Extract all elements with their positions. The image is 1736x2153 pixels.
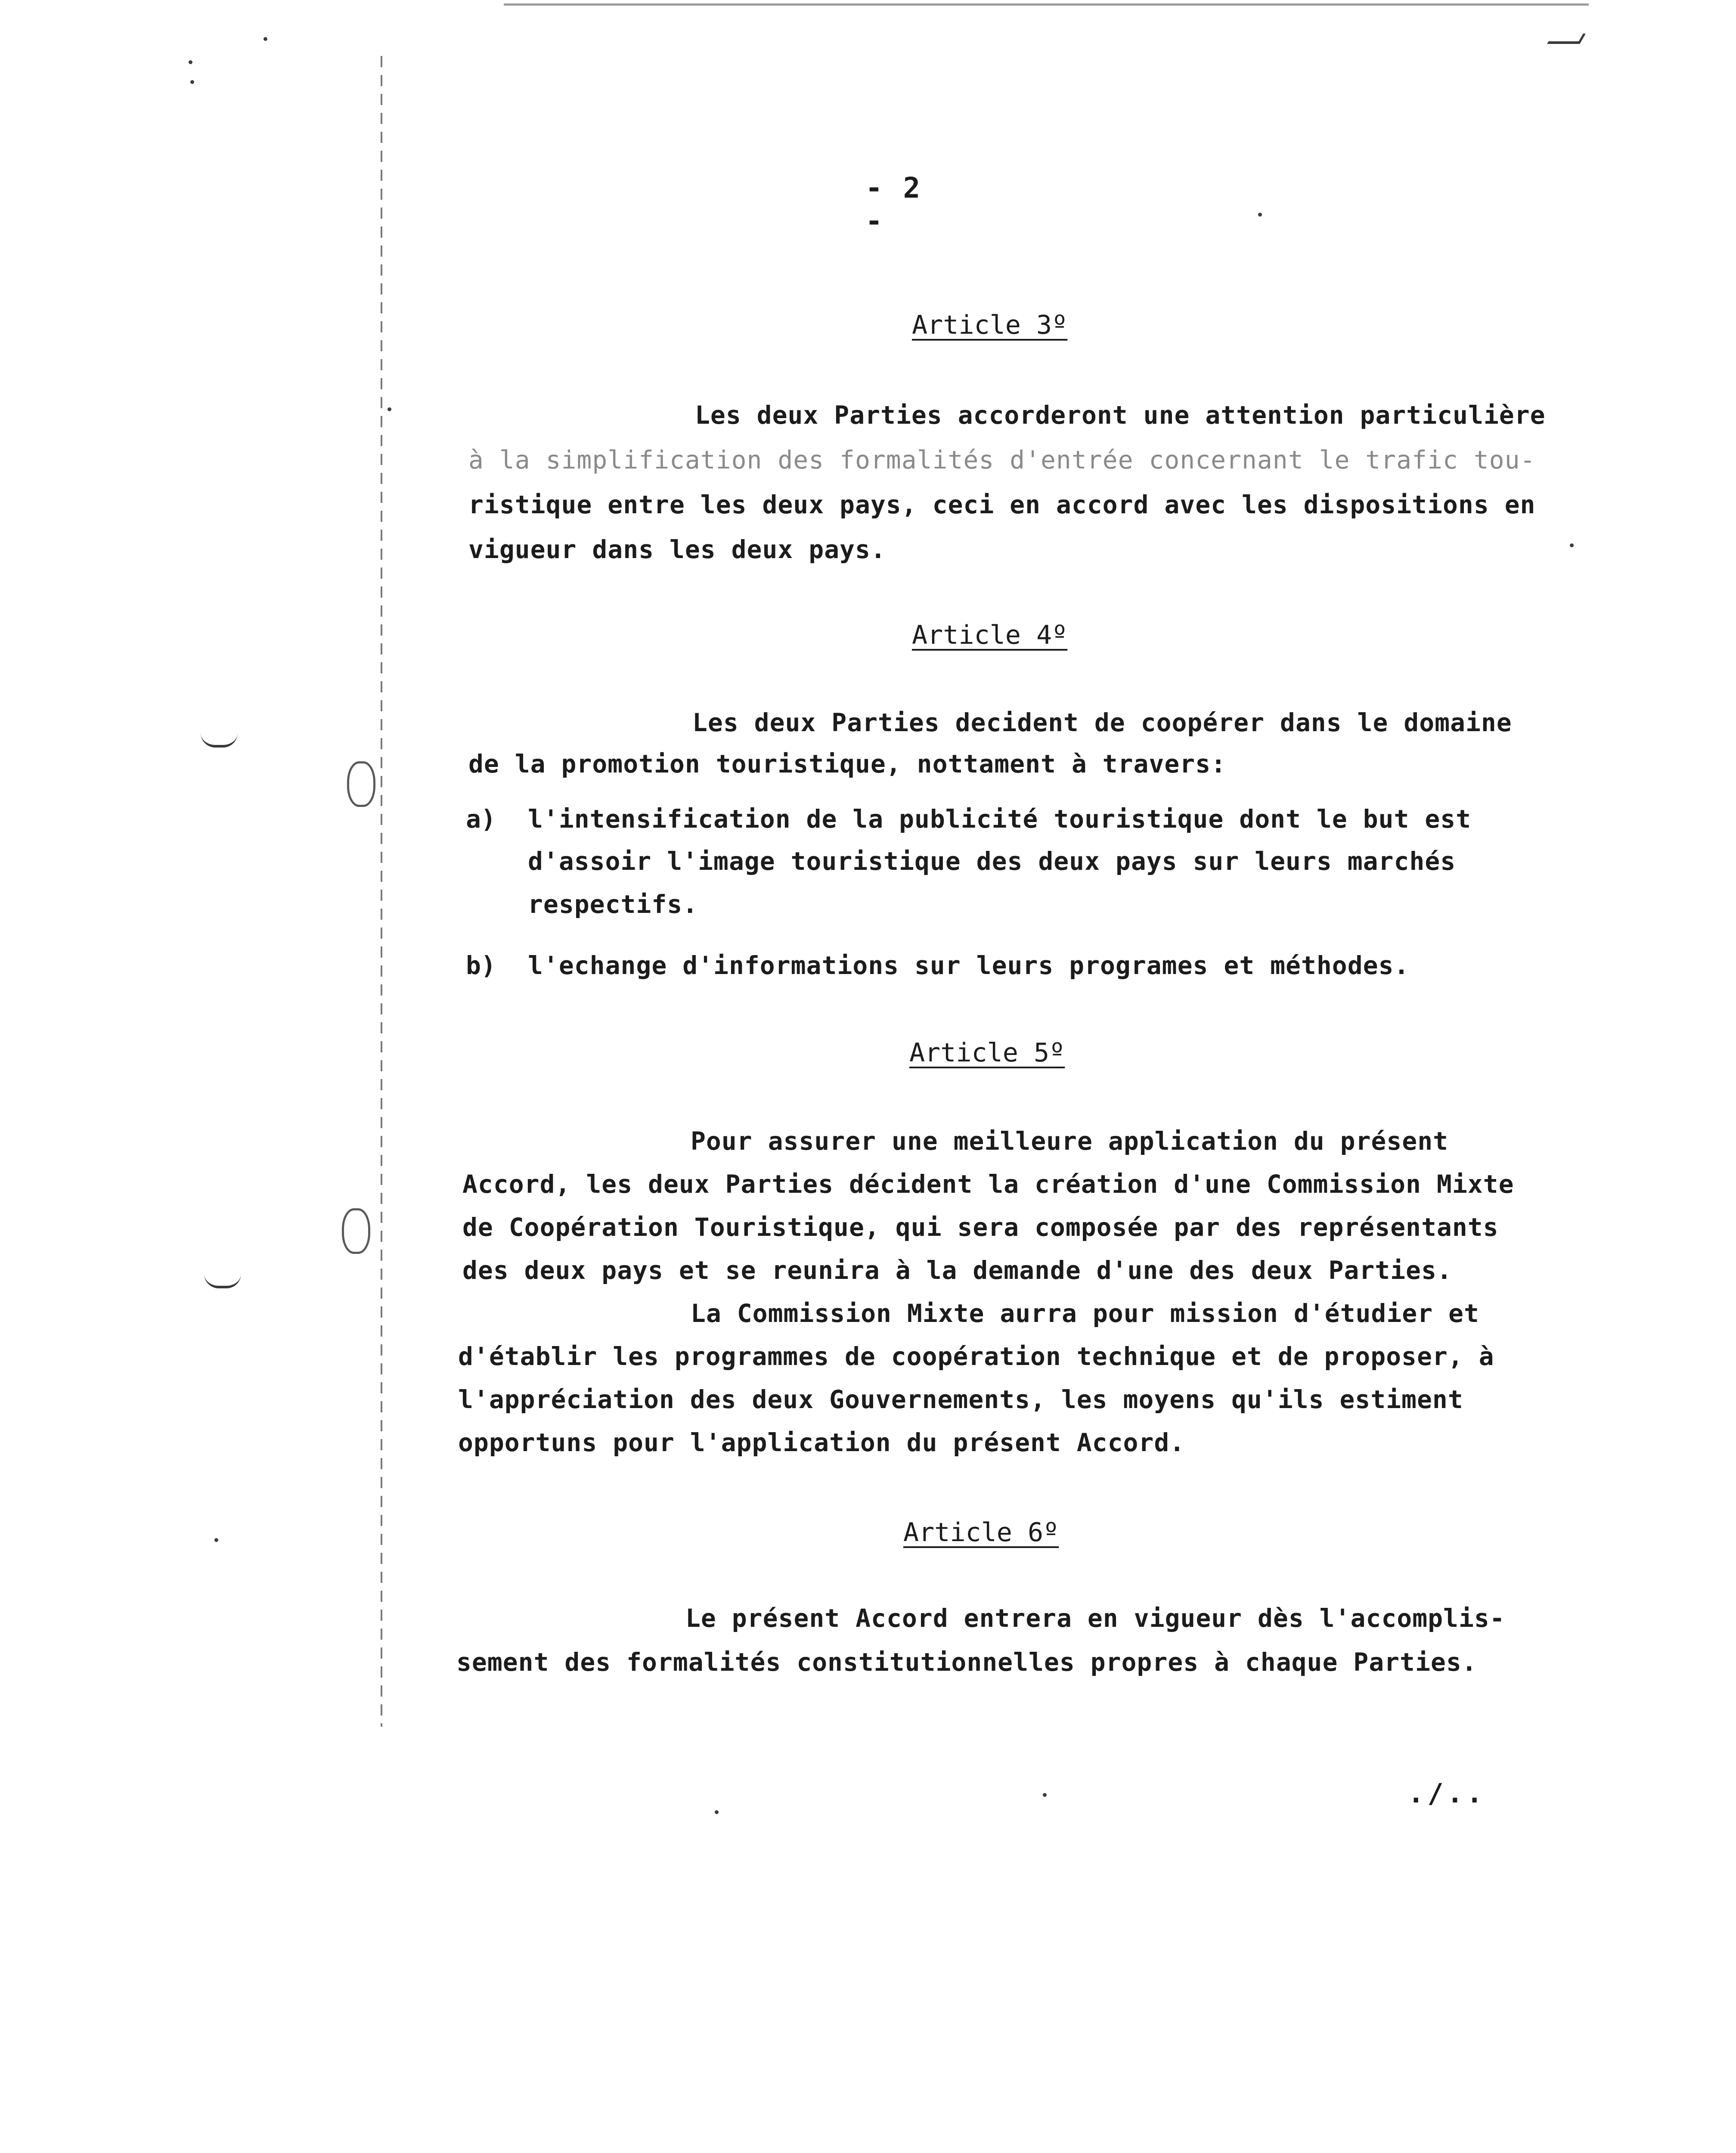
scan-speck — [388, 407, 391, 411]
article-3-line-4: vigueur dans les deux pays. — [468, 535, 886, 564]
article-5-line-4: des deux pays et se reunira à la demande d'une des deux Parties. — [462, 1256, 1452, 1285]
scan-speck — [190, 80, 194, 84]
article-5-line-6: d'établir les programmes de coopération technique et de proposer, à — [458, 1342, 1494, 1371]
scan-speck — [1043, 1793, 1047, 1797]
article-4-line-2: de la promotion touristique, nottament à travers: — [468, 749, 1227, 779]
article-5-line-3: de Coopération Touristique, qui sera composée par des représentants — [462, 1213, 1499, 1242]
scan-speck — [189, 60, 192, 64]
article-5-line-5: La Commission Mixte aurra pour mission d'étudier et — [691, 1299, 1479, 1328]
scan-arc-mark — [204, 1274, 241, 1288]
scan-speck — [1570, 543, 1574, 547]
article-6-line-1: Le présent Accord entrera en vigueur dès l'accomplis- — [685, 1604, 1505, 1633]
list-marker-b: b) — [466, 951, 496, 980]
scan-speck — [214, 1538, 218, 1542]
article-5-line-1: Pour assurer une meilleure application du présent — [691, 1126, 1449, 1156]
scan-corner-mark — [1547, 34, 1586, 44]
article-6-heading: Article 6º — [903, 1517, 1059, 1548]
article-4-line-1: Les deux Parties decident de coopérer dans le domaine — [692, 708, 1512, 737]
list-item-a-line-3: respectifs. — [528, 890, 698, 919]
scan-arc-mark — [201, 733, 238, 748]
continuation-mark: ./.. — [1408, 1778, 1486, 1809]
article-3-heading: Article 3º — [912, 310, 1068, 340]
punch-hole-mark — [347, 761, 375, 807]
scan-top-rule — [504, 3, 1589, 6]
list-item-b-line-1: l'echange d'informations sur leurs programes et méthodes. — [528, 951, 1410, 980]
article-5-heading: Article 5º — [909, 1038, 1065, 1068]
article-3-line-3: ristique entre les deux pays, ceci en accord avec les dispositions en — [468, 490, 1536, 519]
list-marker-a: a) — [466, 804, 496, 834]
scan-speck — [715, 1810, 719, 1814]
article-3-line-1: Les deux Parties accorderont une attention particulière — [695, 400, 1546, 430]
scan-margin-line — [381, 56, 382, 1727]
page-number: - 2 - — [865, 171, 922, 238]
list-item-a-line-1: l'intensification de la publicité touristique dont le but est — [528, 804, 1472, 834]
scan-speck — [1258, 213, 1262, 217]
article-5-line-2: Accord, les deux Parties décident la création d'une Commission Mixte — [462, 1170, 1514, 1199]
scan-speck — [264, 37, 267, 41]
article-4-heading: Article 4º — [912, 620, 1068, 650]
article-5-line-7: l'appréciation des deux Gouvernements, les moyens qu'ils estiment — [458, 1385, 1463, 1414]
article-5-line-8: opportuns pour l'application du présent Accord. — [458, 1428, 1185, 1457]
punch-hole-mark — [342, 1208, 370, 1254]
list-item-a-line-2: d'assoir l'image touristique des deux pays sur leurs marchés — [528, 847, 1456, 876]
article-3-line-2: à la simplification des formalités d'entrée concernant le trafic tou- — [468, 445, 1536, 475]
article-6-line-2: sement des formalités constitutionnelles propres à chaque Parties. — [456, 1647, 1477, 1677]
